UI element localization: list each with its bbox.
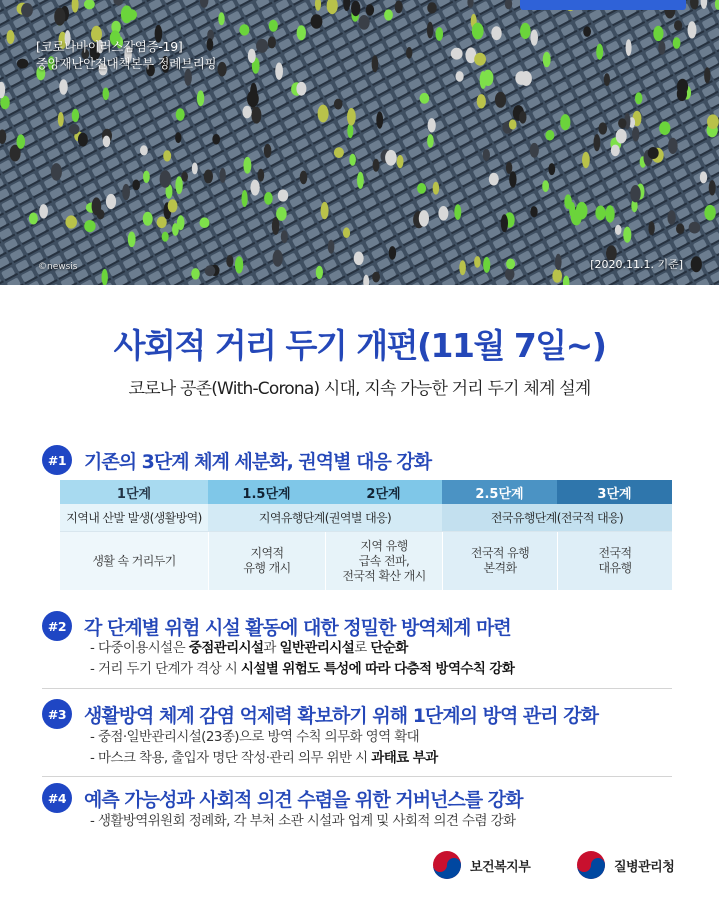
spectator-figure — [506, 162, 512, 174]
photo-credit: ©newsis — [38, 262, 78, 272]
spectator-figure — [373, 159, 380, 172]
section-1-header — [42, 445, 431, 475]
photo-date: [2020.11.1. 기준] — [590, 258, 683, 271]
spectator-figure — [205, 265, 216, 276]
page-subtitle: 코로나 공존(With-Corona) 시대, 지속 가능한 거리 두기 체계 설계 — [128, 379, 591, 399]
spectator-figure — [704, 67, 710, 83]
spectator-figure — [648, 221, 654, 235]
bullet-item: - 거리 두기 단계가 격상 시 시설별 위험도 특성에 따라 다층적 방역수칙 강화 — [90, 661, 515, 677]
spectator-figure — [618, 118, 626, 128]
spectator-figure — [143, 171, 150, 183]
bullet-item: - 다중이용시설은 중점관리시설과 일반관리시설로 단순화 — [90, 640, 408, 656]
spectator-figure — [328, 240, 335, 254]
spectator-figure — [454, 204, 461, 220]
spectator-figure — [250, 180, 259, 196]
bullet-item: - 중점·일반관리시설(23종)으로 방역 수칙 의무화 영역 확대 — [90, 729, 420, 745]
spectator-figure — [594, 134, 601, 151]
spectator-figure — [218, 62, 227, 77]
spectator-figure — [160, 170, 171, 188]
spectator-figure — [264, 144, 272, 158]
spectator-figure — [235, 256, 243, 273]
section-divider — [42, 688, 672, 689]
spectator-figure — [84, 220, 95, 232]
spectator-figure — [709, 180, 716, 195]
spectator-figure — [172, 223, 179, 236]
taegeuk-logo-icon — [432, 850, 462, 880]
spectator-figure — [611, 145, 620, 157]
section-2-bullets — [90, 638, 514, 680]
spectator-figure — [316, 266, 323, 279]
spectator-figure — [456, 71, 464, 82]
spectator-figure — [318, 105, 329, 123]
spectator-figure — [495, 92, 506, 108]
spectator-figure — [218, 12, 224, 25]
spectator-figure — [359, 15, 370, 30]
spectator-figure — [632, 127, 639, 142]
spectator-figure — [520, 23, 531, 39]
spectator-figure — [596, 44, 603, 60]
spectator-figure — [296, 82, 306, 96]
spectator-figure — [175, 176, 182, 194]
spectator-figure — [102, 269, 108, 285]
spectator-figure — [251, 107, 261, 124]
section-4-bullets — [90, 811, 516, 832]
spectator-figure — [474, 53, 486, 66]
spectator-figure — [247, 91, 259, 108]
caption-line-1: [코로나바이러스감염증-19] — [36, 39, 183, 54]
spectator-figure — [419, 210, 429, 227]
stage-group-row — [60, 504, 672, 532]
spectator-figure — [311, 14, 323, 28]
spectator-figure — [58, 112, 64, 127]
spectator-figure — [347, 123, 353, 138]
spectator-figure — [157, 217, 167, 229]
spectator-figure — [256, 39, 268, 53]
caption-line-2: 중앙재난안전대책본부 정례브리핑 — [36, 56, 217, 71]
spectator-figure — [552, 269, 562, 283]
spectator-figure — [281, 230, 288, 243]
spectator-figure — [357, 172, 364, 189]
spectator-figure — [483, 149, 490, 161]
spectator-figure — [689, 222, 701, 234]
spectator-figure — [616, 129, 627, 144]
spectator-figure — [560, 114, 570, 130]
bullet-item: - 생활방역위원회 정례화, 각 부처 소관 시설과 업계 및 사회적 의견 수렴 강화 — [90, 813, 516, 829]
stadium-photo — [0, 0, 719, 285]
spectator-figure — [272, 218, 280, 235]
spectator-figure — [321, 202, 329, 219]
kdca-logo — [576, 850, 674, 880]
stage-header-3: 2단계 — [325, 480, 442, 504]
spectator-figure — [65, 215, 77, 228]
page-title: 사회적 거리 두기 개편(11월 7일~) — [113, 326, 606, 365]
spectator-figure — [372, 55, 379, 72]
spectator-figure — [122, 184, 130, 200]
spectator-figure — [506, 259, 515, 270]
spectator-figure — [258, 169, 265, 182]
spectator-figure — [163, 150, 171, 161]
section-4-title: 예측 가능성과 사회적 의견 수렴을 위한 거버넌스를 강화 — [84, 788, 523, 811]
spectator-figure — [175, 132, 181, 143]
spectator-figure — [97, 209, 105, 219]
spectator-figure — [474, 256, 481, 268]
spectator-figure — [472, 23, 484, 40]
spectator-figure — [668, 138, 678, 154]
spectator-figure — [542, 180, 549, 192]
spectator-figure — [59, 79, 68, 94]
spectator-figure — [297, 25, 306, 40]
spectator-figure — [176, 108, 185, 121]
spectator-figure — [489, 173, 499, 186]
spectator-figure — [483, 70, 494, 86]
stage-header-row — [60, 480, 672, 504]
spectator-figure — [197, 90, 204, 106]
spectator-figure — [239, 24, 249, 35]
section-3-bullets — [90, 727, 438, 769]
spectator-figure — [143, 212, 153, 226]
spectator-figure — [530, 143, 539, 158]
spectator-figure — [509, 119, 517, 129]
spectator-figure — [54, 8, 65, 26]
spectator-figure — [491, 26, 501, 40]
photo-caption — [36, 38, 216, 72]
section-3-badge: #3 — [42, 699, 72, 729]
spectator-figure — [204, 170, 213, 184]
stage-table — [60, 480, 672, 590]
spectator-figure — [200, 217, 210, 228]
spectator-figure — [106, 194, 116, 209]
spectator-figure — [334, 99, 343, 110]
spectator-figure — [212, 134, 220, 145]
spectator-figure — [548, 163, 555, 175]
spectator-figure — [334, 147, 344, 158]
spectator-figure — [242, 106, 251, 119]
section-divider — [42, 776, 672, 777]
stage-desc-1: 생활 속 거리두기 — [60, 532, 208, 590]
spectator-figure — [626, 39, 632, 56]
spectator-figure — [688, 21, 697, 38]
spectator-figure — [658, 41, 665, 55]
spectator-figure — [275, 62, 283, 79]
spectator-figure — [605, 205, 614, 222]
stage-group-3: 전국유행단계(전국적 대응) — [442, 504, 672, 532]
spectator-figure — [700, 171, 707, 183]
spectator-figure — [623, 227, 631, 243]
spectator-figure — [397, 155, 404, 168]
spectator-figure — [220, 168, 226, 183]
spectator-figure — [659, 121, 670, 135]
spectator-figure — [69, 124, 80, 135]
spectator-figure — [103, 88, 110, 101]
spectator-figure — [347, 108, 356, 126]
spectator-figure — [505, 268, 515, 281]
section-2-badge: #2 — [42, 611, 72, 641]
spectator-figure — [372, 272, 380, 283]
ministry-logo — [432, 850, 530, 880]
spectator-figure — [29, 213, 38, 225]
spectator-figure — [128, 232, 136, 248]
spectator-figure — [545, 130, 554, 141]
spectator-figure — [648, 147, 659, 159]
spectator-figure — [51, 163, 62, 181]
stage-header-5: 3단계 — [557, 480, 672, 504]
section-1-title: 기존의 3단계 체계 세분화, 권역별 대응 강화 — [84, 450, 432, 473]
spectator-figure — [273, 250, 283, 267]
spectator-figure — [17, 59, 28, 69]
spectator-figure — [126, 9, 137, 20]
spectator-figure — [667, 210, 675, 224]
spectator-figure — [278, 189, 288, 201]
spectator-figure — [677, 87, 687, 101]
spectator-figure — [555, 254, 562, 270]
spectator-figure — [427, 134, 434, 148]
spectator-figure — [376, 112, 383, 129]
spectator-figure — [501, 214, 508, 232]
spectator-figure — [417, 183, 426, 194]
spectator-figure — [673, 37, 681, 49]
spectator-figure — [427, 22, 433, 39]
stage-desc-4: 전국적 유행 본격화 — [442, 532, 557, 590]
section-3-header — [42, 699, 598, 729]
spectator-figure — [72, 109, 79, 122]
spectator-figure — [300, 171, 308, 185]
taegeuk-logo-icon — [576, 850, 606, 880]
stage-header-2: 1.5단계 — [208, 480, 325, 504]
spectator-figure — [243, 157, 251, 174]
stage-group-1: 지역내 산발 발생(생활방역) — [60, 504, 208, 532]
spectator-figure — [354, 251, 364, 265]
spectator-figure — [264, 192, 273, 205]
spectator-figure — [543, 52, 551, 68]
stage-desc-3: 지역 유행 급속 전파, 전국적 확산 개시 — [325, 532, 442, 590]
spectator-figure — [140, 145, 148, 155]
spectator-figure — [576, 202, 588, 220]
spectator-figure — [477, 94, 486, 108]
spectator-figure — [17, 134, 26, 148]
spectator-figure — [635, 92, 642, 104]
spectator-figure — [268, 36, 276, 48]
spectator-figure — [595, 206, 605, 221]
spectator-figure — [7, 30, 15, 44]
spectator-figure — [406, 47, 412, 59]
spectator-figure — [269, 20, 278, 32]
spectator-figure — [530, 206, 537, 217]
spectator-figure — [343, 227, 350, 238]
spectator-figure — [604, 73, 610, 86]
stage-desc-2: 지역적 유행 개시 — [208, 532, 325, 590]
spectator-figure — [21, 3, 33, 17]
spectator-figure — [582, 152, 590, 168]
spectator-figure — [39, 204, 48, 218]
spectator-figure — [674, 20, 682, 31]
spectator-figure — [519, 111, 526, 124]
spectator-figure — [351, 1, 360, 17]
top-accent-bar — [520, 0, 686, 10]
spectator-figure — [420, 93, 430, 104]
spectator-figure — [168, 199, 178, 212]
spectator-figure — [630, 185, 640, 202]
agency-name: 질병관리청 — [614, 859, 675, 875]
spectator-figure — [181, 172, 188, 182]
bullet-item: - 마스크 착용, 출입자 명단 작성·관리 의무 위반 시 과태료 부과 — [90, 750, 438, 766]
spectator-figure — [459, 260, 466, 275]
spectator-figure — [707, 114, 719, 129]
section-2-header — [42, 611, 511, 641]
stage-header-1: 1단계 — [60, 480, 208, 504]
spectator-figure — [103, 136, 111, 148]
spectator-figure — [515, 71, 527, 85]
spectator-figure — [162, 232, 169, 242]
spectator-figure — [433, 182, 440, 195]
spectator-figure — [691, 256, 702, 272]
spectator-figure — [226, 255, 233, 267]
spectator-figure — [509, 171, 516, 187]
spectator-figure — [384, 9, 393, 20]
section-1-badge: #1 — [42, 445, 72, 475]
stage-description-row — [60, 532, 672, 590]
spectator-figure — [132, 180, 140, 191]
spectator-figure — [191, 268, 200, 279]
spectator-figure — [653, 26, 663, 41]
ministry-name: 보건복지부 — [470, 859, 531, 875]
spectator-figure — [483, 257, 490, 273]
spectator-figure — [428, 118, 436, 132]
spectator-figure — [676, 223, 684, 234]
spectator-figure — [599, 122, 608, 134]
stage-header-4: 2.5단계 — [442, 480, 557, 504]
section-4-badge: #4 — [42, 783, 72, 813]
spectator-figure — [583, 26, 591, 37]
section-3-title: 생활방역 체계 감염 억제력 확보하기 위해 1단계의 방역 관리 강화 — [84, 704, 598, 727]
spectator-figure — [192, 163, 198, 175]
spectator-figure — [438, 206, 448, 221]
spectator-figure — [385, 150, 397, 166]
section-2-title: 각 단계별 위험 시설 활동에 대한 정밀한 방역체계 마련 — [84, 616, 511, 639]
spectator-figure — [704, 205, 715, 221]
stage-desc-5: 전국적 대유행 — [557, 532, 672, 590]
spectator-figure — [436, 27, 444, 41]
spectator-figure — [78, 133, 88, 147]
spectator-figure — [248, 49, 256, 63]
spectator-figure — [615, 225, 622, 235]
section-4-header — [42, 783, 522, 813]
spectator-figure — [451, 48, 463, 60]
spectator-figure — [349, 154, 356, 166]
spectator-figure — [389, 246, 396, 260]
spectator-figure — [427, 2, 437, 13]
spectator-figure — [530, 29, 538, 45]
spectator-figure — [366, 4, 374, 15]
stage-group-2: 지역유행단계(권역별 대응) — [208, 504, 442, 532]
spectator-figure — [395, 1, 403, 14]
spectator-figure — [242, 190, 248, 207]
spectator-figure — [569, 202, 575, 217]
